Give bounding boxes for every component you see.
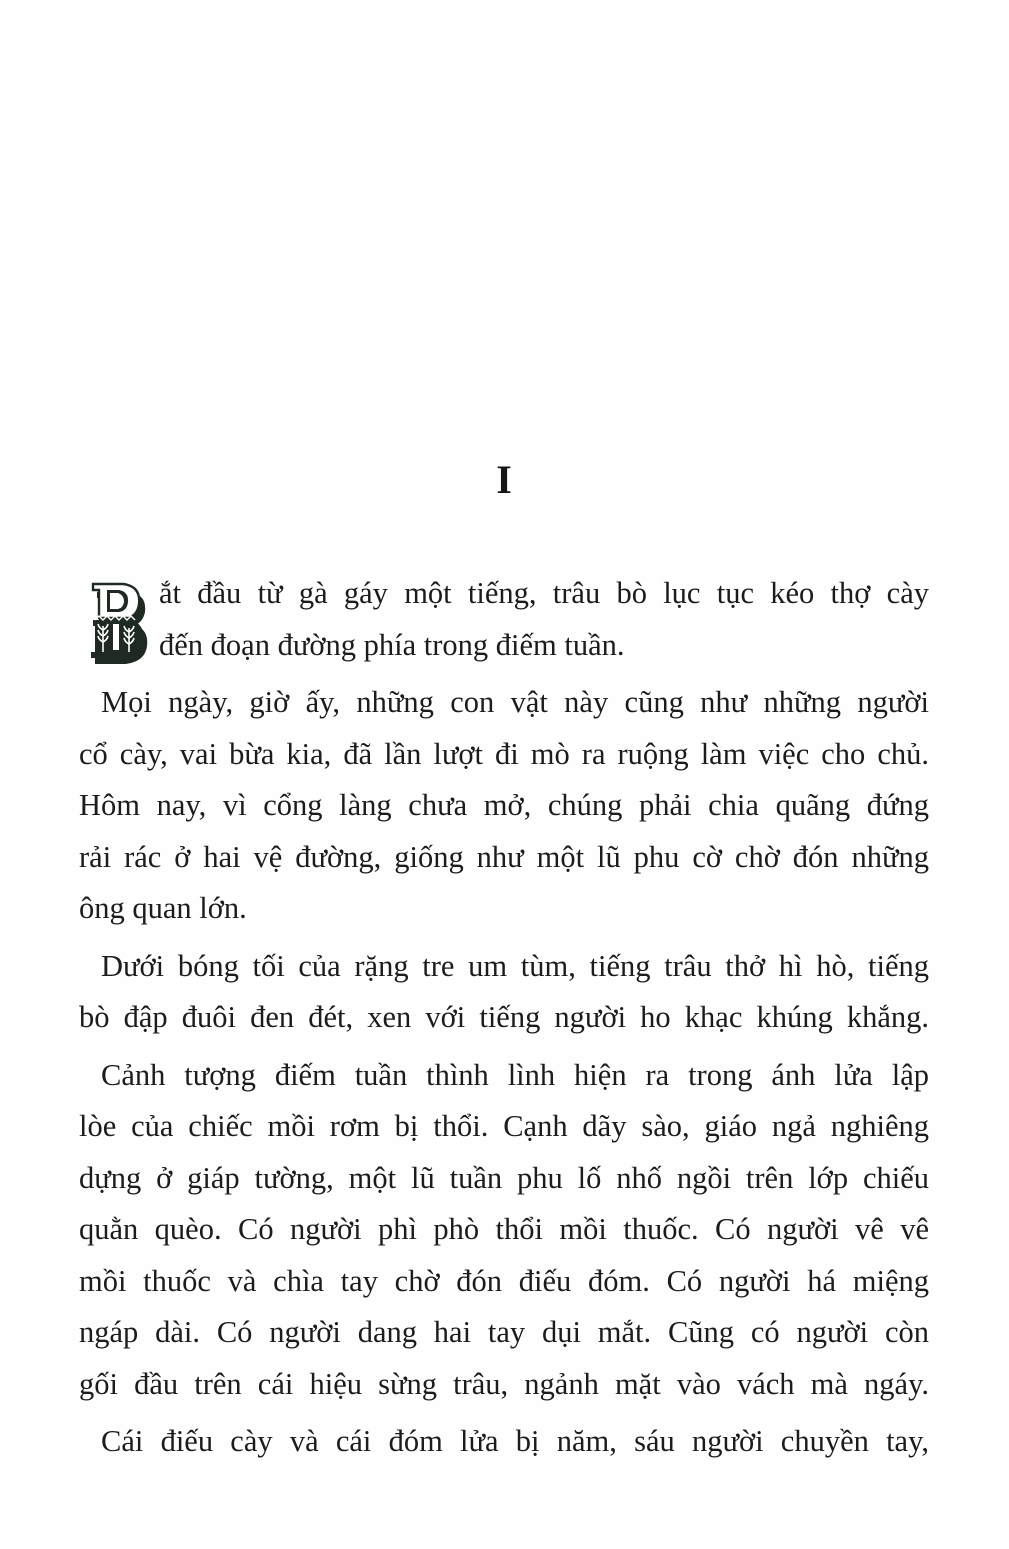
text-line: Cái điếu cày và cái đóm lửa bị năm, sáu người chuyền tay, (101, 1424, 929, 1458)
paragraph-4 (79, 1050, 929, 1411)
text-line: Dưới bóng tối của rặng tre um tùm, tiếng trâu thở hì hò, tiếng (101, 948, 929, 983)
paragraph-5 (101, 1416, 929, 1468)
text-line: mồi thuốc và chìa tay chờ đón điếu đóm. Có người há miệng (79, 1263, 929, 1298)
text-line: Hôm nay, vì cổng làng chưa mở, chúng phải chia quãng đứng (79, 788, 929, 822)
text-line: dựng ở giáp tường, một lũ tuần phu lố nhố ngồi trên lớp chiếu (79, 1160, 929, 1195)
text-line: rải rác ở hai vệ đường, giống như một lũ phu cờ chờ đón những (79, 839, 929, 874)
text-line: ắt đầu từ gà gáy một tiếng, trâu bò lục tục kéo thợ cày (159, 576, 929, 610)
paragraph-3 (79, 941, 929, 1044)
text-line: cổ cày, vai bừa kia, đã lần lượt đi mò ra ruộng làm việc cho chủ. (79, 736, 929, 771)
text-line: lòe của chiếc mồi rơm bị thổi. Cạnh dãy sào, giáo ngả nghiêng (79, 1109, 929, 1143)
text-line: gối đầu trên cái hiệu sừng trâu, ngảnh mặt vào vách mà ngáy. (79, 1366, 929, 1401)
chapter-body (79, 568, 929, 1474)
paragraph-1 (101, 568, 929, 671)
paragraph-2 (79, 677, 929, 935)
text-line: ngáp dài. Có người dang hai tay dụi mắt. Cũng có người còn (79, 1315, 929, 1349)
text-line: Cảnh tượng điếm tuần thình lình hiện ra trong ánh lửa lập (101, 1057, 929, 1092)
text-line: quằn quèo. Có người phì phò thổi mồi thuốc. Có người vê vê (79, 1212, 929, 1246)
chapter-heading: I (496, 457, 513, 502)
text-line: ông quan lớn. (79, 891, 247, 925)
text-line: đến đoạn đường phía trong điếm tuần. (159, 627, 625, 662)
text-line: Mọi ngày, giờ ấy, những con vật này cũng như những người (101, 685, 929, 719)
dropcap-b-icon (89, 578, 151, 666)
text-line: bò đập đuôi đen đét, xen với tiếng người ho khạc khúng khắng. (79, 1000, 929, 1034)
